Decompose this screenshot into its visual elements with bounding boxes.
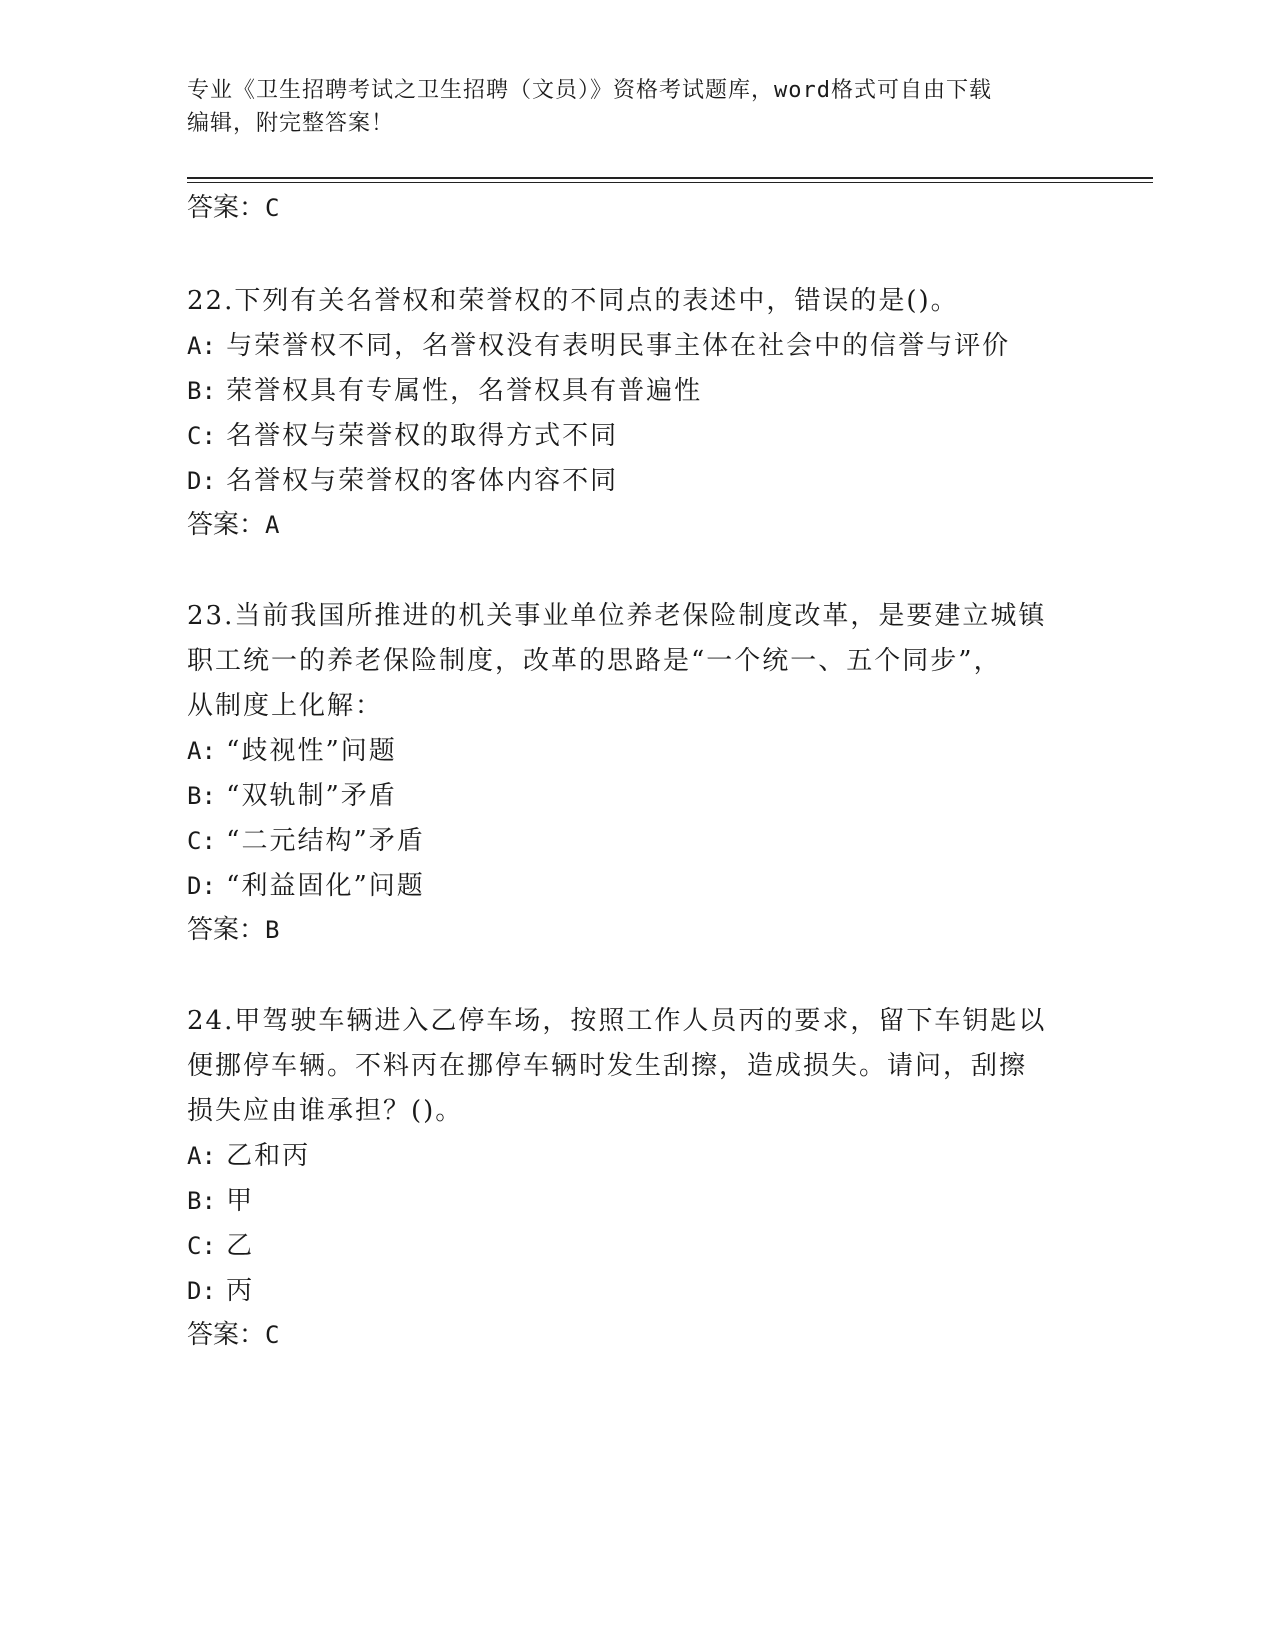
answer-label: 答案： [187,510,266,540]
option-text: 荣誉权具有专属性，名誉权具有普遍性 [226,376,703,406]
option-key: C: [187,827,216,855]
option-key: C: [187,1232,216,1260]
answer-23 [187,915,1087,945]
question-stem-line: 职工统一的养老保险制度，改革的思路是“一个统一、五个同步”， [187,646,1002,676]
answer-value: A [265,511,280,539]
question-22 [187,279,1087,504]
question-stem-line: 24.甲驾驶车辆进入乙停车场，按照工作人员丙的要求，留下车钥匙以 [187,1006,1047,1036]
option-key: B: [187,782,216,810]
option-c [187,819,1087,864]
option-a [187,324,1087,369]
previous-answer [187,193,1087,223]
header-divider-thick [187,177,1153,179]
option-d [187,864,1087,909]
option-text: 乙 [226,1231,255,1261]
option-text: “二元结构”矛盾 [226,826,425,856]
option-key: C: [187,422,216,450]
question-stem-line: 从制度上化解： [187,691,384,721]
option-c [187,414,1087,459]
option-text: 名誉权与荣誉权的客体内容不同 [226,466,619,496]
option-b [187,1179,1087,1224]
question-stem-line: 22.下列有关名誉权和荣誉权的不同点的表述中，错误的是()。 [187,286,959,316]
option-text: “双轨制”矛盾 [226,781,397,811]
answer-line [187,193,1087,223]
option-b [187,369,1087,414]
header-line-1: 专业《卫生招聘考试之卫生招聘（文员）》资格考试题库，word格式可自由下载 [187,78,992,103]
question-24 [187,999,1087,1314]
question-stem-line: 损失应由谁承担？()。 [187,1096,464,1126]
option-text: 甲 [226,1186,255,1216]
answer-label: 答案： [187,1320,266,1350]
answer-label: 答案： [187,193,266,223]
option-text: “歧视性”问题 [226,736,397,766]
option-key: D: [187,872,216,900]
answer-value: B [265,916,280,944]
option-key: B: [187,377,216,405]
answer-line [187,915,1087,945]
option-key: A: [187,1142,216,1170]
option-d [187,1269,1087,1314]
option-text: 与荣誉权不同，名誉权没有表明民事主体在社会中的信誉与评价 [226,331,1011,361]
option-text: 名誉权与荣誉权的取得方式不同 [226,421,619,451]
header-line-2: 编辑，附完整答案！ [187,111,395,136]
document-header [187,74,1077,140]
option-b [187,774,1087,819]
header-divider-thin [187,182,1153,183]
answer-label: 答案： [187,915,266,945]
option-d [187,459,1087,504]
option-key: A: [187,737,216,765]
answer-24 [187,1320,1087,1350]
option-key: D: [187,467,216,495]
question-stem-line: 便挪停车辆。不料丙在挪停车辆时发生刮擦，造成损失。请问，刮擦 [187,1051,1028,1081]
question-stem-line: 23.当前我国所推进的机关事业单位养老保险制度改革，是要建立城镇 [187,601,1047,631]
answer-line [187,1320,1087,1350]
option-key: B: [187,1187,216,1215]
option-a [187,729,1087,774]
option-text: 丙 [226,1276,255,1306]
answer-value: C [265,194,280,222]
option-text: “利益固化”问题 [226,871,425,901]
option-text: 乙和丙 [226,1141,311,1171]
answer-22 [187,510,1087,540]
answer-line [187,510,1087,540]
answer-value: C [265,1321,280,1349]
option-a [187,1134,1087,1179]
option-key: D: [187,1277,216,1305]
question-23 [187,594,1087,909]
option-c [187,1224,1087,1269]
option-key: A: [187,332,216,360]
